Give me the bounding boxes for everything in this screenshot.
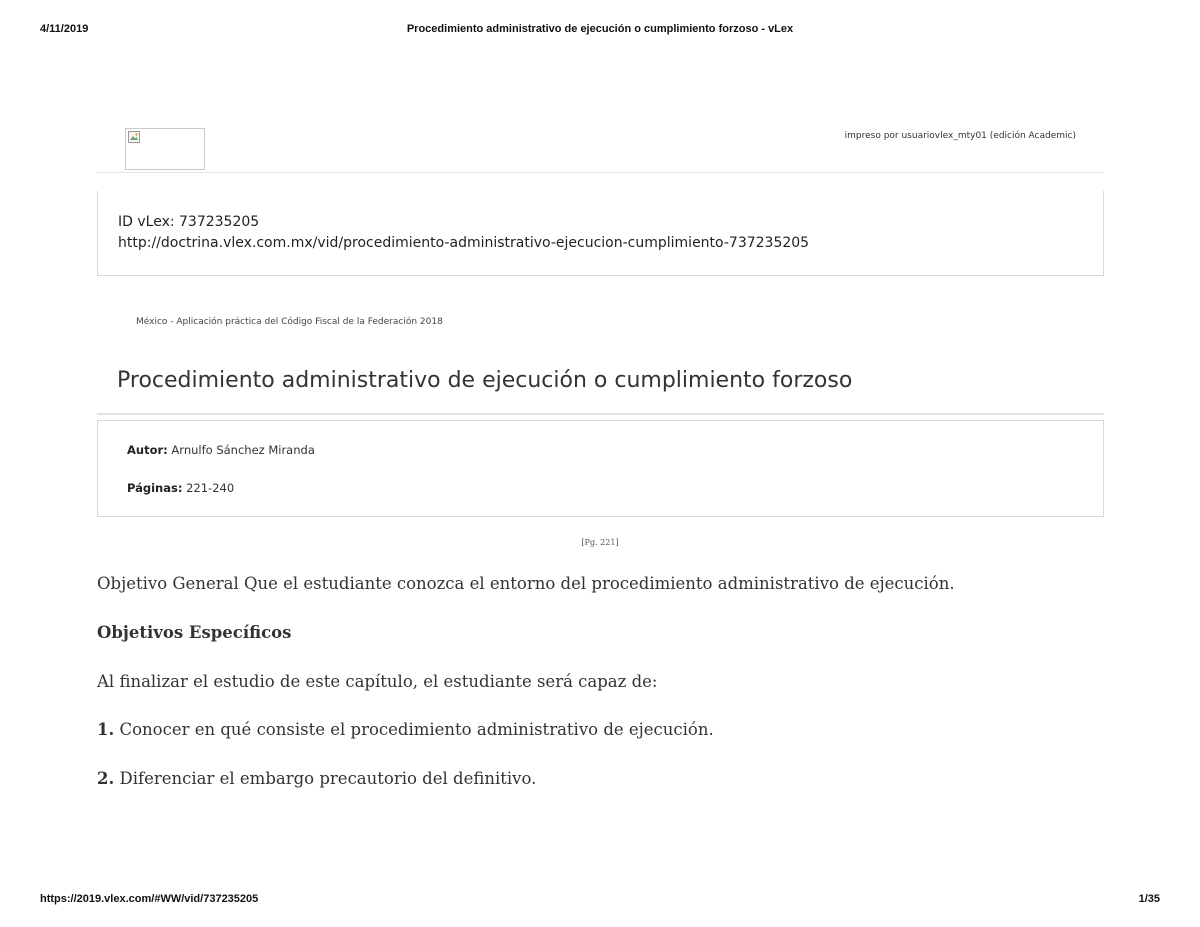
broken-image-icon [128,131,140,143]
item-number: 1. [97,720,115,739]
item-number: 2. [97,769,115,788]
document-url[interactable]: http://doctrina.vlex.com.mx/vid/procedimiento-administrativo-ejecucion-cumplimiento-737235205 [118,235,810,251]
specific-objectives-heading: Objetivos Específicos [97,623,292,642]
item-text: Conocer en qué consiste el procedimiento administrativo de ejecución. [114,720,714,739]
vlex-id: ID vLex: 737235205 [118,214,260,230]
title-divider [97,413,1104,415]
objective-general: Objetivo General Que el estudiante conozca el entorno del procedimiento administrativo de ejecución. [97,574,955,593]
document-id-box [97,191,1104,276]
header-divider [97,172,1104,173]
objective-item-1 [97,720,714,739]
logo-image [125,128,205,170]
print-date: 4/11/2019 [40,23,89,35]
print-page-title: Procedimiento administrativo de ejecución o cumplimiento forzoso - vLex [406,23,794,35]
page-marker: [Pg. 221] [581,538,619,547]
breadcrumb[interactable]: México - Aplicación práctica del Código Fiscal de la Federación 2018 [136,317,443,327]
pages-value: 221-240 [182,481,235,495]
pages-label: Páginas: [127,481,183,495]
print-page-number: 1/35 [1138,893,1160,905]
pages-line [127,481,234,495]
document-title: Procedimiento administrativo de ejecución o cumplimiento forzoso [117,368,853,393]
author-label: Autor: [127,443,168,457]
item-text: Diferenciar el embargo precautorio del definitivo. [114,769,537,788]
printed-by-label: impreso por usuariovlex_mty01 (edición Academic) [844,131,1076,141]
document-meta-box [97,420,1104,517]
print-footer-url: https://2019.vlex.com/#WW/vid/737235205 [40,893,259,905]
intro-paragraph: Al finalizar el estudio de este capítulo, el estudiante será capaz de: [97,672,658,691]
objective-item-2 [97,769,536,788]
author-line [127,443,315,457]
author-value: Arnulfo Sánchez Miranda [167,443,315,457]
